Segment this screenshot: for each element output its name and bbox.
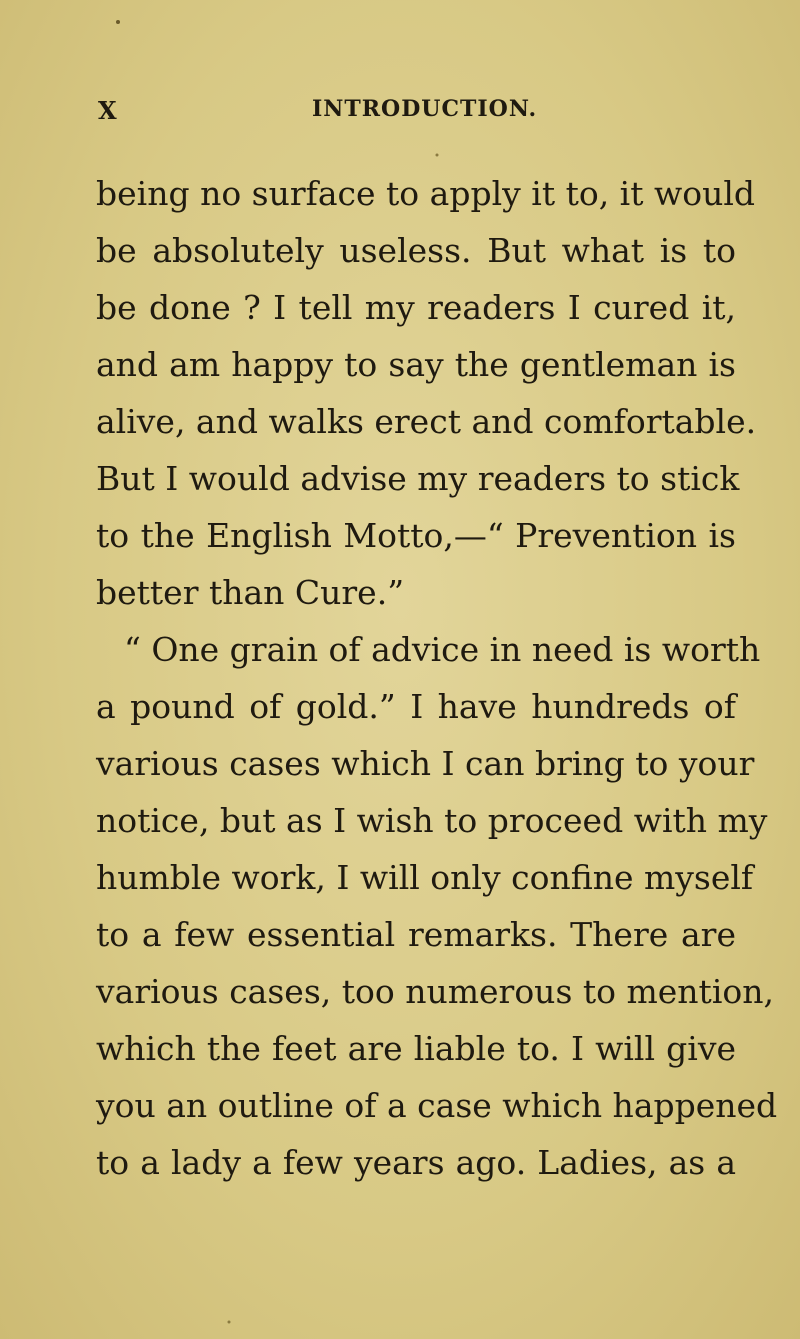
text-line: alive, and walks erect and comfortable. (96, 402, 757, 441)
text-line: to the English Motto,—“ Prevention is (96, 516, 736, 555)
text-line: be done ? I tell my readers I cured it, (96, 288, 736, 327)
text-line: being no surface to apply it to, it would (96, 174, 756, 213)
text-line: which the feet are liable to. I will give (96, 1029, 736, 1068)
text-line: notice, but as I wish to proceed with my (96, 801, 768, 840)
text-line: “ One grain of advice in need is worth (124, 630, 761, 669)
running-head: INTRODUCTION. (312, 96, 538, 122)
text-line: be absolutely useless. But what is to (96, 231, 736, 270)
text-line: you an outline of a case which happened (96, 1086, 778, 1125)
text-line: But I would advise my readers to stick (96, 459, 740, 498)
text-line: and am happy to say the gentleman is (96, 345, 736, 384)
text-line: better than Cure.” (96, 573, 405, 612)
page-header (0, 96, 800, 126)
text-line: various cases which I can bring to your (96, 744, 755, 783)
text-line: to a few essential remarks. There are (96, 915, 736, 954)
text-line: to a lady a few years ago. Ladies, as a (96, 1143, 736, 1182)
body-text (96, 165, 778, 1191)
text-line: humble work, I will only confine myself (96, 858, 754, 897)
page-number: X (98, 96, 118, 125)
text-line: various cases, too numerous to mention, (96, 972, 774, 1011)
text-line: a pound of gold.” I have hundreds of (96, 687, 736, 726)
